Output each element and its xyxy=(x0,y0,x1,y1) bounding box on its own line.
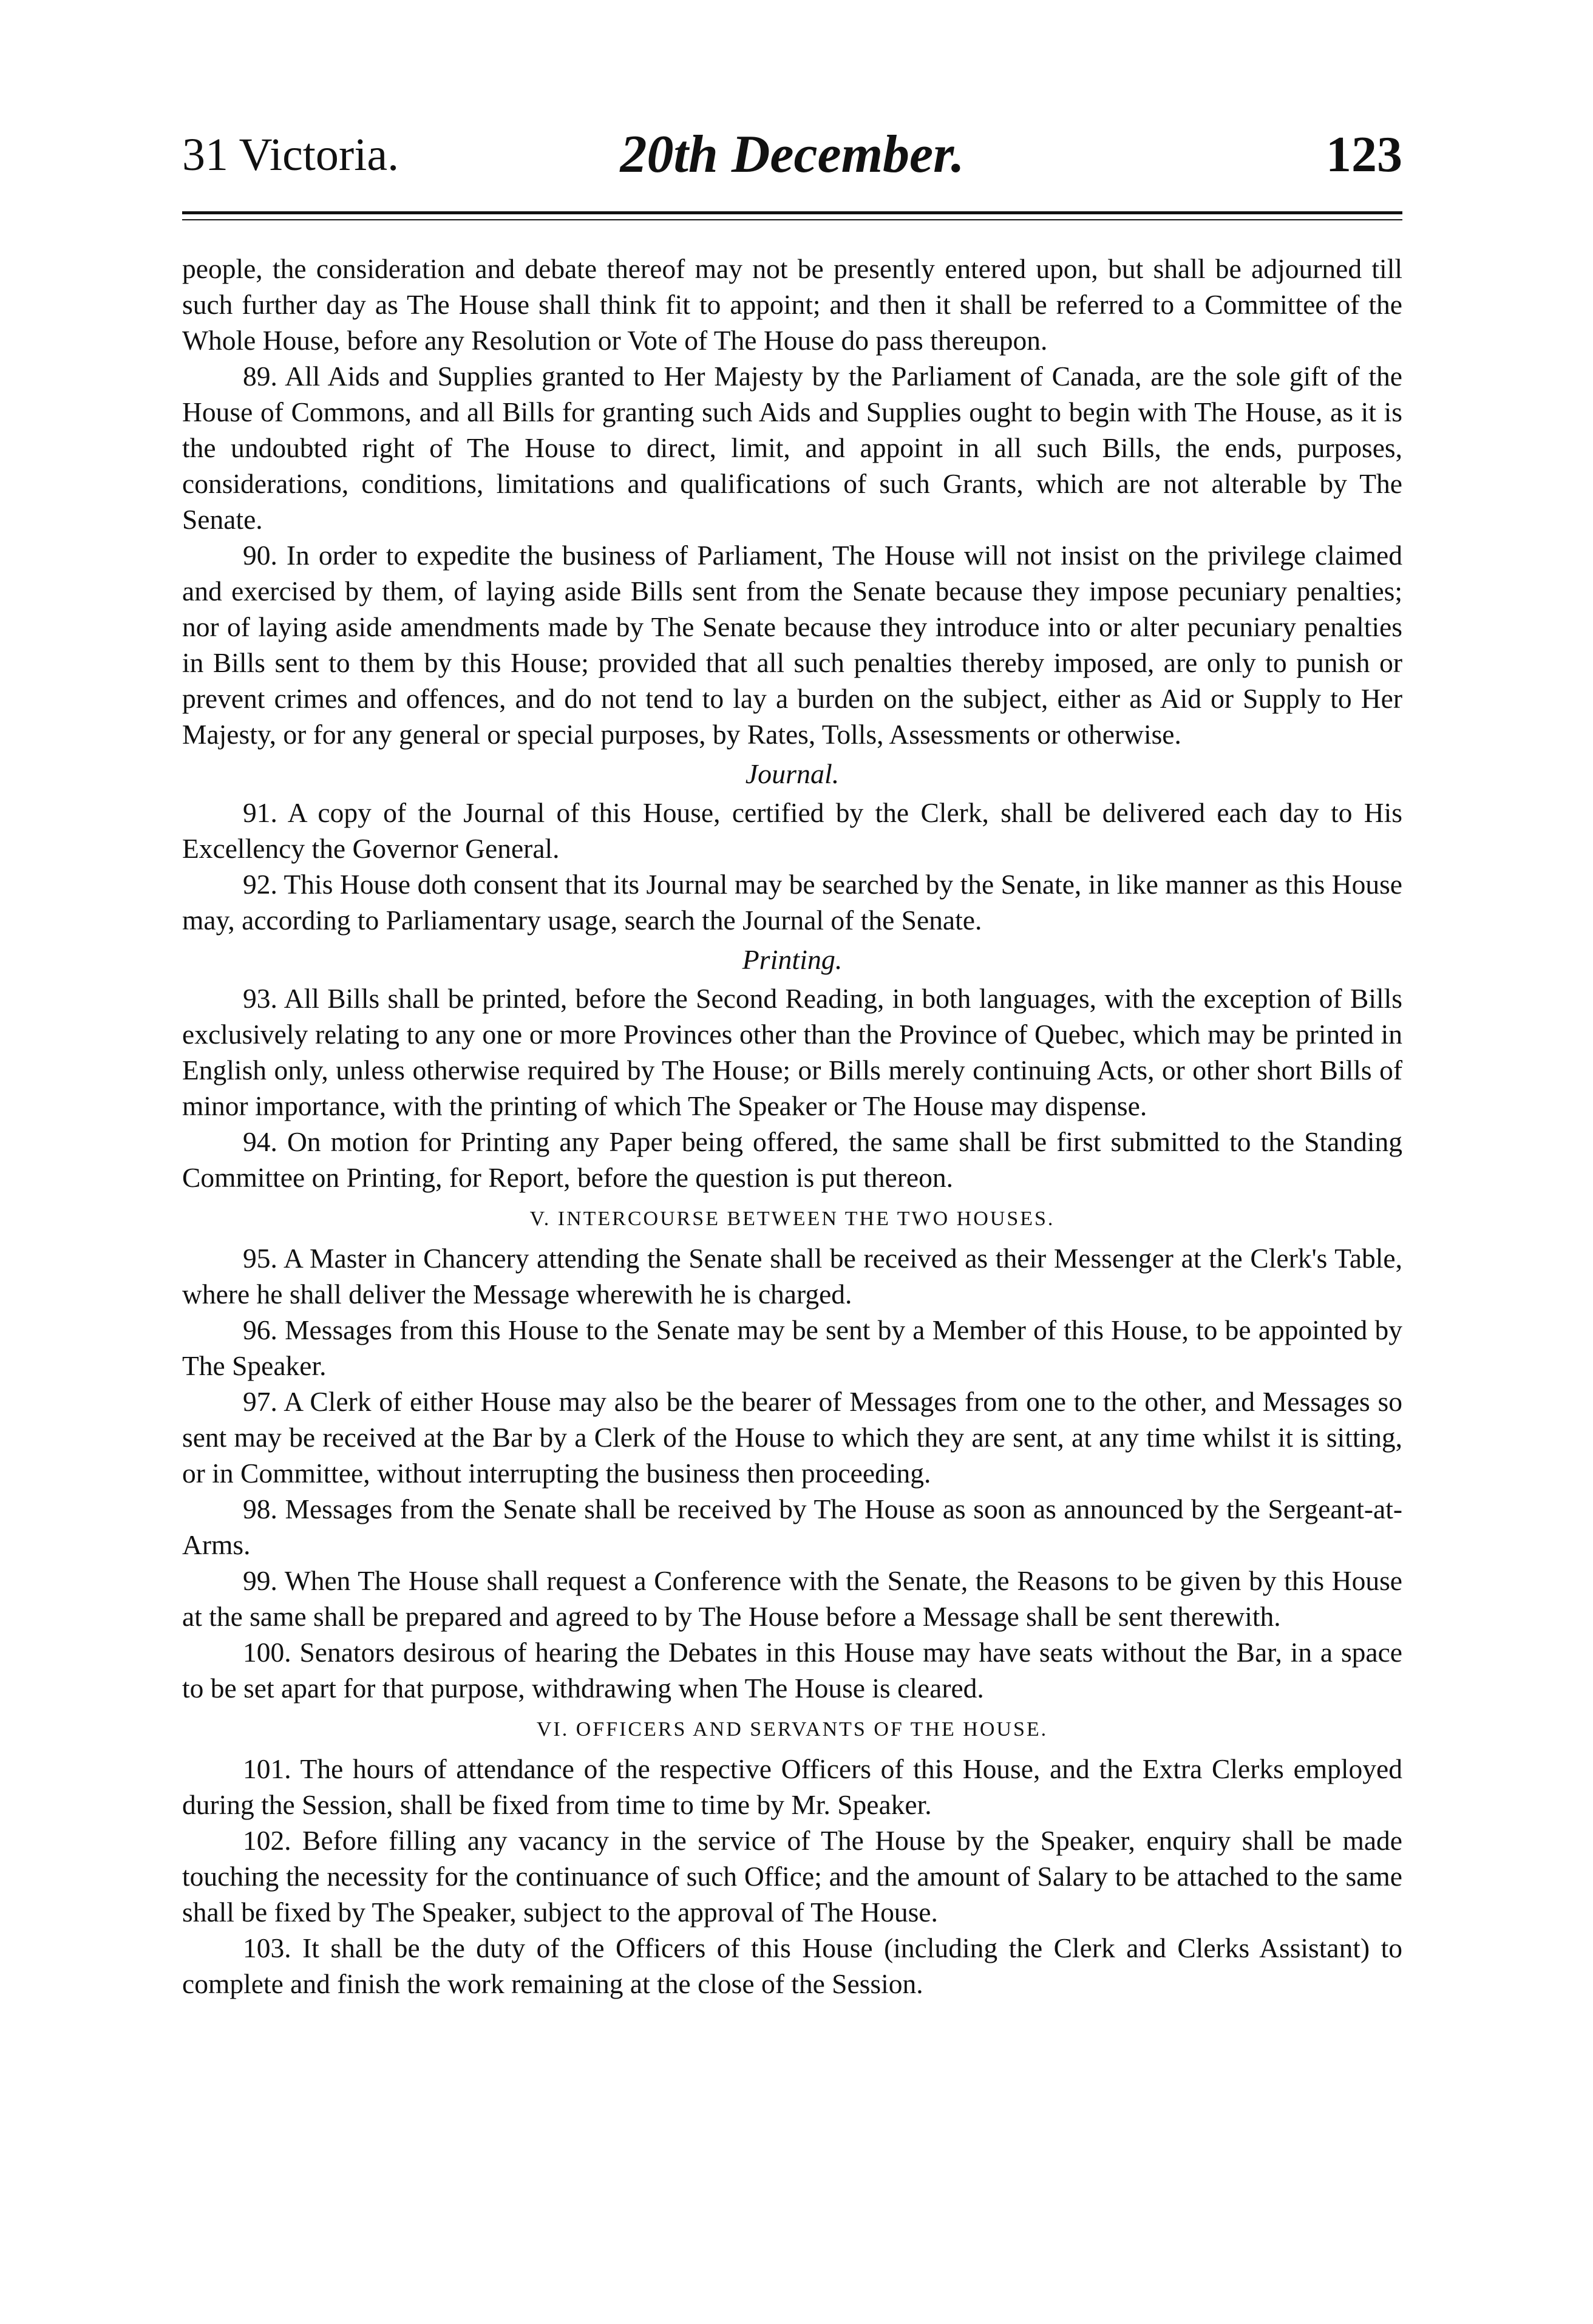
rule-93: 93. All Bills shall be printed, before the Second Reading, in both languages, with the exception of Bills exclusively relating to any one or more Provinces other than the Province of Quebec, which may be printed in English only, unless otherwise required by The House; or Bills merely continuing Acts, or other short Bills of minor importance, with the printing of which The Speaker or The House may dispense. xyxy=(182,983,1402,1121)
rule-94: 94. On motion for Printing any Paper being offered, the same shall be first submitted to the Standing Committee on Printing, for Report, before the question is put thereon. xyxy=(182,1126,1402,1193)
rule-97: 97. A Clerk of either House may also be the bearer of Messages from one to the other, and Messages so sent may be received at the Bar by a Clerk of the House to which they are sent, at any time whilst it is sitting, or in Committee, without interrupting the business then proceeding. xyxy=(182,1386,1402,1489)
heading-section-v: V. INTERCOURSE BETWEEN THE TWO HOUSES. xyxy=(529,1208,1055,1230)
heading-printing: Printing. xyxy=(742,944,843,975)
rule-103: 103. It shall be the duty of the Officers of this House (including the Clerk and Clerks Assistant) to complete and finish the work remaining at the close of the Session. xyxy=(182,1932,1402,1999)
rule-92: 92. This House doth consent that its Journal may be searched by the Senate, in like manner as this House may, according to Parliamentary usage, search the Journal of the Senate. xyxy=(182,869,1402,936)
document-page xyxy=(182,115,1402,2002)
paragraph-continued: people, the consideration and debate thereof may not be presently entered upon, but shall be adjourned till such further day as The House shall think fit to appoint; and then it shall be referred to a Committee of the Whole House, before any Resolution or Vote of The House do pass thereupon. xyxy=(182,253,1402,356)
heading-section-vi: VI. OFFICERS AND SERVANTS OF THE HOUSE. xyxy=(536,1718,1048,1741)
rule-98: 98. Messages from the Senate shall be received by The House as soon as announced by the Sergeant-at-Arms. xyxy=(182,1493,1402,1560)
rule-95: 95. A Master in Chancery attending the Senate shall be received as their Messenger at the Clerk's Table, where he shall deliver the Message wherewith he is charged. xyxy=(182,1243,1402,1310)
rule-101: 101. The hours of attendance of the respective Officers of this House, and the Extra Clerks employed during the Session, shall be fixed from time to time by Mr. Speaker. xyxy=(182,1753,1402,1820)
page-number: 123 xyxy=(1326,126,1402,183)
rule-90: 90. In order to expedite the business of Parliament, The House will not insist on the privilege claimed and exercised by them, of laying aside Bills sent from the Senate because they impose pecuniary penalties; nor of laying aside amendments made by The Senate because they introduce into or alter pecuniary penalties in Bills sent to them by this House; provided that all such penalties thereby imposed, are only to punish or prevent crimes and offences, and do not tend to lay a burden on the subject, either as Aid or Supply to Her Majesty, or for any general or special purposes, by Rates, Tolls, Assessments or otherwise. xyxy=(182,540,1402,750)
header-volume: 31 Victoria. xyxy=(182,129,399,180)
heading-journal: Journal. xyxy=(745,758,840,789)
header-rule xyxy=(182,211,1402,214)
rule-100: 100. Senators desirous of hearing the Debates in this House may have seats without the Bar, in a space to be set apart for that purpose, withdrawing when The House is cleared. xyxy=(182,1637,1402,1704)
page-header xyxy=(182,115,1402,194)
rule-91: 91. A copy of the Journal of this House, certified by the Clerk, shall be delivered each day to His Excellency the Governor General. xyxy=(182,797,1402,864)
header-rule-thin xyxy=(182,219,1402,220)
rule-96: 96. Messages from this House to the Senate may be sent by a Member of this House, to be appointed by The Speaker. xyxy=(182,1314,1402,1381)
rule-89: 89. All Aids and Supplies granted to Her Majesty by the Parliament of Canada, are the sole gift of the House of Commons, and all Bills for granting such Aids and Supplies ought to begin with The House, as it is the undoubted right of The House to direct, limit, and appoint in all such Bills, the ends, purposes, considerations, conditions, limitations and qualifications of such Grants, which are not alterable by The Senate. xyxy=(182,361,1402,535)
header-date: 20th December. xyxy=(620,125,965,184)
rule-99: 99. When The House shall request a Conference with the Senate, the Reasons to be given by this House at the same shall be prepared and agreed to by The House before a Message shall be sent therewith. xyxy=(182,1565,1402,1632)
rule-102: 102. Before filling any vacancy in the service of The House by the Speaker, enquiry shall be made touching the necessity for the continuance of such Office; and the amount of Salary to be attached to the same shall be fixed by The Speaker, subject to the approval of The House. xyxy=(182,1825,1402,1928)
